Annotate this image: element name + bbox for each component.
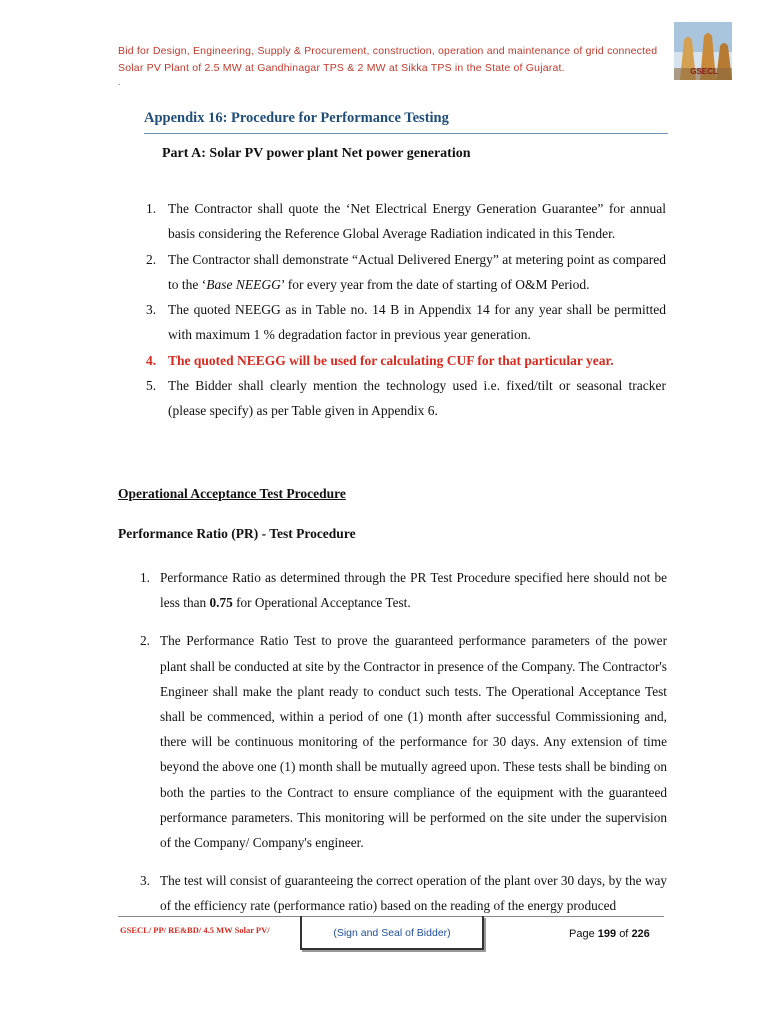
footer-reference: GSECL/ PP/ RE&BD/ 4.5 MW Solar PV/ xyxy=(120,925,270,935)
header-line-2: Solar PV Plant of 2.5 MW at Gandhinagar TPS & 2 MW at Sikka TPS in the State of Gujarat. xyxy=(118,62,565,74)
list-item: 3. The quoted NEEGG as in Table no. 14 B in Appendix 14 for any year shall be permitted with maximum 1 % degradation factor in previous year generation. xyxy=(146,302,666,343)
section-heading: Operational Acceptance Test Procedure xyxy=(118,486,346,501)
list-item: 3. The test will consist of guaranteeing the correct operation of the plant over 30 days, by the way of the efficiency rate (performance ratio) based on the reading of the energy produced xyxy=(140,873,667,914)
appendix-title: Appendix 16: Procedure for Performance Testing xyxy=(144,110,668,134)
pr-heading: Performance Ratio (PR) - Test Procedure xyxy=(118,526,356,541)
page-header xyxy=(118,43,678,87)
list-item: 1. Performance Ratio as determined through the PR Test Procedure specified here should not be less than 0.75 for Operational Acceptance Test. xyxy=(140,570,667,611)
list-item: 5. The Bidder shall clearly mention the technology used i.e. fixed/tilt or seasonal tracker (please specify) as per Table given in Appendix 6. xyxy=(146,378,666,419)
header-line-1: Bid for Design, Engineering, Supply & Procurement, construction, operation and maintenance of grid connected xyxy=(118,45,658,57)
sign-seal-box xyxy=(300,916,484,950)
list-item: 1. The Contractor shall quote the ‘Net Electrical Energy Generation Guarantee” for annual basis considering the Reference Global Average Radiation indicated in this Tender. xyxy=(146,201,666,242)
sign-seal-label: (Sign and Seal of Bidder) xyxy=(333,927,451,939)
page-number: Page 199 of 226 xyxy=(569,928,650,940)
pr-list xyxy=(134,565,667,932)
part-a-subtitle: Part A: Solar PV power plant Net power generation xyxy=(162,146,471,161)
list-item-highlighted: 4. The quoted NEEGG will be used for calculating CUF for that particular year. xyxy=(146,352,614,368)
part-a-list xyxy=(140,196,666,424)
header-dot: . xyxy=(118,77,121,87)
svg-text:GSECL: GSECL xyxy=(690,67,718,76)
gsecl-logo xyxy=(674,22,732,80)
list-item: 2. The Performance Ratio Test to prove the guaranteed performance parameters of the power plant shall be conducted at site by the Contractor in presence of the Company. The Contractor's Engineer shall make the plant ready to conduct such tests. The Operational Acceptance Test shall be commenced, within a period of one (1) month after successful Commissioning and, there will be continuous monitoring of the performance for 30 days. Any extension of time beyond the above one (1) month shall be mutually agreed upon. These tests shall be binding on both the parties to the Contract to ensure compliance of the equipment with the guaranteed performance parameters. This monitoring will be performed on the site under the supervision of the Company/ Company's engineer. xyxy=(140,633,667,851)
list-item: 2. The Contractor shall demonstrate “Actual Delivered Energy” at metering point as compared to the ‘Base NEEGG’ for every year from the date of starting of O&M Period. xyxy=(146,251,666,292)
